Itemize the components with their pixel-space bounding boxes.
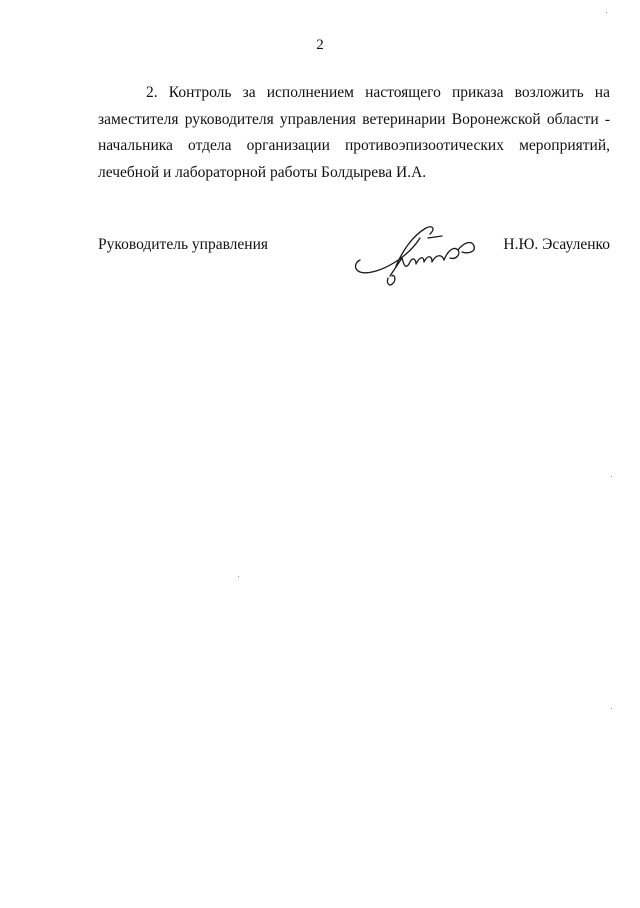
- signature-block: [98, 236, 610, 296]
- paragraph-line: 2. Контроль за исполнением настоящего приказа возложить на: [146, 84, 610, 101]
- paragraph-line: заместителя руководителя управления ветеринарии Воронежской области -: [98, 110, 610, 128]
- page-number: 2: [316, 37, 324, 53]
- paragraph-line: начальника отдела организации противоэпизоотических мероприятий,: [98, 137, 610, 154]
- scan-speck: [606, 12, 607, 13]
- signatory-position: Руководитель управления: [98, 236, 269, 253]
- paragraph-line: лечебной и лабораторной работы Болдырева И.А.: [98, 163, 427, 181]
- scan-speck: [611, 476, 612, 477]
- handwritten-signature-icon: [350, 216, 490, 290]
- scan-speck: [238, 576, 239, 577]
- paragraph-item-2: [98, 80, 610, 186]
- scan-speck: [611, 708, 612, 709]
- signatory-name: Н.Ю. Эсауленко: [503, 236, 610, 253]
